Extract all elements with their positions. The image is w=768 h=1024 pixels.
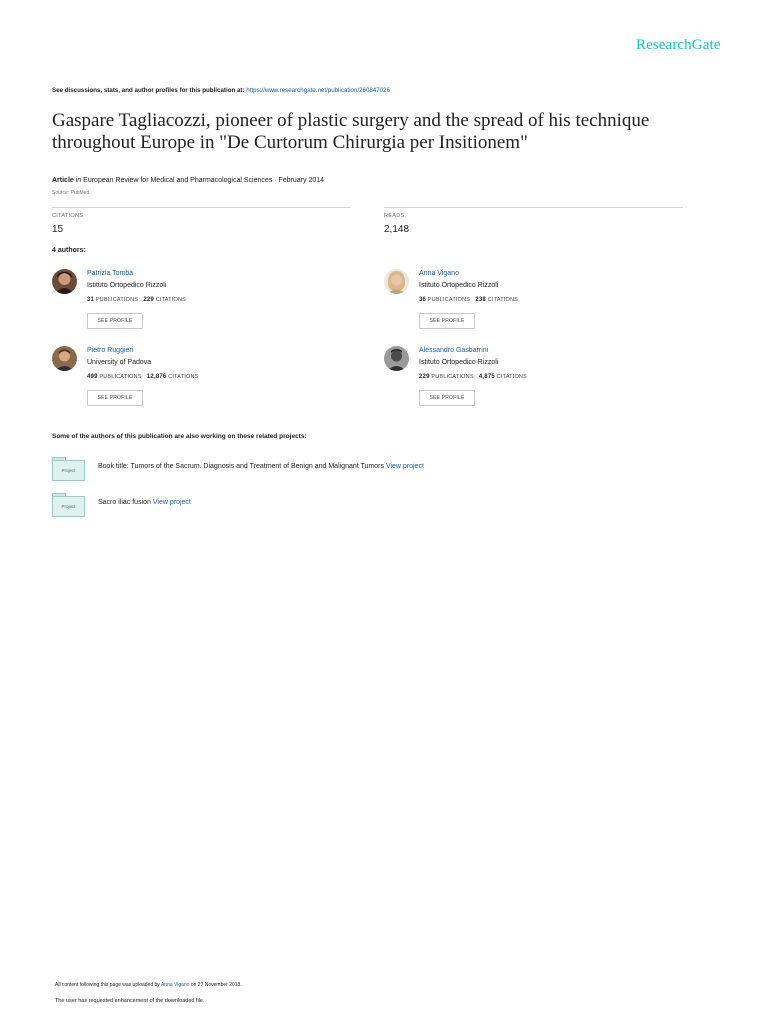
view-project-link[interactable]: View project [385, 463, 424, 470]
project-title [98, 499, 191, 506]
folder-icon [52, 493, 84, 517]
author-card [384, 269, 684, 339]
see-profile-button[interactable]: SEE PROFILE [419, 313, 475, 329]
source-line: Source: PubMed [52, 190, 90, 196]
authors-heading: 4 authors: [52, 247, 86, 254]
journal-name: European Review for Medical and Pharmacological Sciences [83, 177, 273, 184]
publications-label: PUBLICATIONS [95, 297, 139, 303]
see-profile-button[interactable]: SEE PROFILE [419, 390, 475, 406]
project-name: Sacro iliac fusion [98, 499, 151, 506]
intro-text: See discussions, stats, and author profiles for this publication at: [52, 87, 245, 94]
avatar[interactable] [52, 346, 77, 371]
citations-label: CITATIONS [155, 297, 187, 303]
meta-in: in [75, 177, 82, 184]
author-stats [419, 297, 518, 303]
see-profile-button[interactable]: SEE PROFILE [87, 390, 143, 406]
reads-label: READS [384, 213, 405, 219]
divider [384, 207, 683, 208]
citations-count: 238 [475, 297, 486, 303]
author-name-link[interactable]: Patrizia Tomba [87, 270, 134, 277]
publications-count: 499 [87, 374, 98, 380]
project-item [52, 457, 652, 483]
upload-prefix: All content following this page was uploaded by [55, 982, 160, 988]
citations-label: CITATIONS [487, 297, 519, 303]
author-institution: University of Padova [87, 359, 152, 366]
author-stats [87, 297, 186, 303]
author-institution: Istituto Ortopedico Rizzoli [87, 282, 167, 289]
upload-suffix: on 27 November 2018. [190, 982, 242, 988]
citations-label: CITATIONS [52, 213, 84, 219]
citations-label: CITATIONS [496, 374, 527, 380]
author-name-link[interactable]: Anna Vigano [419, 270, 459, 277]
citations-count: 4,875 [478, 374, 495, 380]
enhancement-note: The user has requested enhancement of the downloaded file. [55, 998, 205, 1004]
publications-label: PUBLICATIONS [99, 374, 142, 380]
upload-note [55, 982, 242, 988]
author-name-link[interactable]: Alessandro Gasbarrini [419, 347, 489, 354]
project-name: Book title: Tumors of the Sacrum. Diagnosis and Treatment of Benign and Malignant Tumors [98, 463, 384, 470]
folder-icon [52, 457, 84, 481]
citations-label: CITATIONS [168, 374, 199, 380]
author-stats [87, 374, 199, 380]
author-card [384, 346, 684, 416]
author-institution: Istituto Ortopedico Rizzoli [419, 282, 499, 289]
citations-count: 229 [143, 297, 154, 303]
publication-date: · February 2014 [274, 177, 325, 184]
avatar[interactable] [384, 346, 409, 371]
related-projects-heading: Some of the authors of this publication are also working on these related projects: [52, 433, 307, 440]
publications-count: 229 [419, 374, 430, 380]
divider [52, 207, 350, 208]
project-item [52, 493, 652, 519]
researchgate-logo[interactable]: ResearchGate [636, 37, 721, 53]
publication-title: Gaspare Tagliacozzi, pioneer of plastic surgery and the spread of his technique throughout Europe in "De Curtorum Chirurgia per Insitionem" [52, 110, 650, 153]
uploader-link[interactable]: Anna Vigano [160, 982, 190, 988]
publications-label: PUBLICATIONS [427, 297, 471, 303]
article-type: Article [52, 177, 74, 184]
author-card [52, 269, 352, 339]
author-card [52, 346, 352, 416]
publications-count: 36 [419, 297, 427, 303]
citations-count: 12,876 [146, 374, 167, 380]
view-project-link[interactable]: View project [152, 499, 191, 506]
reads-value: 2,148 [384, 224, 410, 235]
intro-line [52, 87, 390, 94]
author-name-link[interactable]: Pietro Ruggieri [87, 347, 134, 354]
publication-meta [52, 177, 324, 184]
folder-label: Project [52, 496, 85, 517]
publication-url-link[interactable]: https://www.researchgate.net/publication/260847026 [246, 87, 391, 94]
avatar[interactable] [384, 269, 409, 294]
author-stats [419, 374, 527, 380]
citations-value: 15 [52, 224, 64, 235]
publications-label: PUBLICATIONS [431, 374, 474, 380]
project-title [98, 463, 424, 470]
author-institution: Istituto Ortopedico Rizzoli [419, 359, 499, 366]
folder-label: Project [52, 460, 85, 481]
publications-count: 31 [87, 297, 95, 303]
avatar[interactable] [52, 269, 77, 294]
see-profile-button[interactable]: SEE PROFILE [87, 313, 143, 329]
